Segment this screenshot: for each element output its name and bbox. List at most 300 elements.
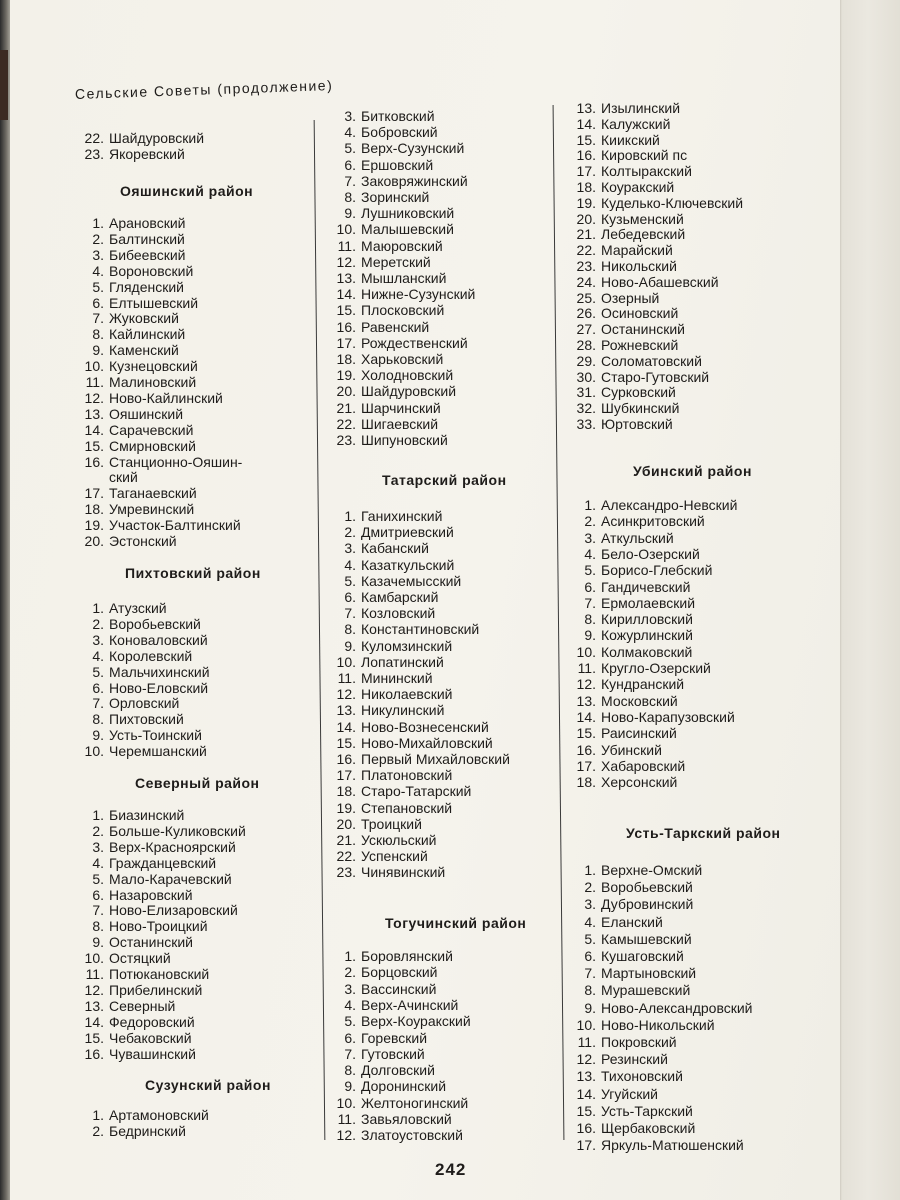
council-name: Ново-Вознесенский <box>361 718 489 735</box>
item-number: 14. <box>84 1013 104 1030</box>
item-number: 6. <box>92 294 104 311</box>
item-number: 17. <box>576 757 596 774</box>
item-number: 1. <box>92 807 104 823</box>
council-list-item <box>568 709 735 725</box>
council-list-item <box>568 896 693 912</box>
council-name: Нижне-Сузунский <box>361 286 476 303</box>
council-name: Борцовский <box>361 964 438 981</box>
council-name: Еланский <box>601 913 663 930</box>
item-number: 3. <box>344 980 356 997</box>
council-list-item <box>330 1030 427 1046</box>
council-list-item <box>80 422 193 438</box>
council-name: Бедринский <box>109 1123 186 1139</box>
council-list-item <box>568 982 690 998</box>
item-number: 15. <box>576 1102 596 1119</box>
council-name: Горевский <box>361 1029 428 1046</box>
council-list-item <box>80 807 184 823</box>
item-number: 15. <box>336 734 356 751</box>
council-list-item <box>330 540 429 556</box>
item-number: 12. <box>84 981 104 998</box>
council-name: Кировский пс <box>601 147 688 164</box>
council-list-item <box>330 335 468 351</box>
council-name: Кузнецовский <box>109 358 198 375</box>
council-name: Назаровский <box>109 886 193 903</box>
item-number: 14. <box>576 115 596 132</box>
column-divider <box>553 105 565 1140</box>
council-list-item <box>568 879 693 895</box>
council-list-item <box>330 319 429 335</box>
council-list-item <box>568 513 705 529</box>
council-list-item <box>330 816 422 832</box>
district-heading: Сузунский район <box>145 1077 271 1093</box>
item-number: 15. <box>84 1029 104 1046</box>
council-list-item <box>80 469 138 485</box>
council-name: Боровлянский <box>361 948 453 964</box>
council-list-item <box>80 743 207 759</box>
item-number: 28. <box>576 337 596 353</box>
page-title: Сельские Советы (продолжение) <box>74 76 334 102</box>
item-number: 22. <box>84 130 104 146</box>
item-number: 21. <box>336 832 356 848</box>
item-number: 18. <box>336 351 356 367</box>
item-number: 30. <box>576 368 596 385</box>
item-number: 13. <box>576 100 596 116</box>
council-name: Калужский <box>601 115 671 132</box>
council-name: Убинский <box>601 741 662 758</box>
item-number: 22. <box>576 242 596 259</box>
item-number: 13. <box>84 997 104 1014</box>
item-number: 9. <box>344 205 356 222</box>
council-list-item <box>568 948 684 964</box>
council-name: Ганихинский <box>361 508 443 524</box>
item-number: 7. <box>92 902 104 919</box>
council-list-item <box>568 290 659 306</box>
council-name: Ново-Абашевский <box>601 273 719 290</box>
council-name: Ново-Троицкий <box>109 918 208 935</box>
council-name: Сурковский <box>601 384 676 401</box>
council-name: Долговский <box>361 1062 435 1079</box>
item-number: 18. <box>576 774 596 791</box>
item-number: 2. <box>92 230 104 247</box>
council-list-item <box>330 173 468 189</box>
council-list-item <box>568 627 693 643</box>
council-list-item <box>330 589 438 605</box>
council-name: Арановский <box>109 215 186 231</box>
item-number: 10. <box>336 1094 356 1111</box>
council-list-item <box>568 1017 715 1033</box>
council-list-item <box>568 914 663 930</box>
council-name: Рожневский <box>601 337 679 353</box>
council-name: Тихоновский <box>601 1068 683 1085</box>
council-list-item <box>80 1046 196 1062</box>
item-number: 5. <box>344 1013 356 1030</box>
council-list-item <box>330 508 442 524</box>
item-number: 8. <box>344 1062 356 1079</box>
item-number: 16. <box>576 147 596 164</box>
item-number: 20. <box>84 533 104 549</box>
item-number: 5. <box>584 562 596 579</box>
council-list-item <box>568 1000 753 1016</box>
council-list-item <box>568 931 692 947</box>
council-name: Плосковский <box>361 302 445 319</box>
item-number: 13. <box>336 702 356 719</box>
council-list-item <box>330 1111 452 1127</box>
council-name: Каменский <box>109 342 179 359</box>
council-list-item <box>568 862 702 878</box>
council-name: Степановский <box>361 799 453 816</box>
council-list-item <box>568 611 693 627</box>
council-name: Верх-Коуракский <box>361 1013 471 1030</box>
council-list-item <box>80 279 184 295</box>
council-list-item <box>568 676 684 692</box>
item-number: 9. <box>584 999 596 1016</box>
council-name: Верх-Красноярский <box>109 838 236 855</box>
item-number: 17. <box>336 334 356 351</box>
council-list-item <box>568 562 712 578</box>
council-name: Бибеевский <box>109 246 186 263</box>
item-number: 11. <box>577 660 596 676</box>
council-name: Кушаговский <box>601 948 684 964</box>
council-name: Воробьевский <box>109 615 201 632</box>
item-number: 2. <box>344 964 356 981</box>
council-name: Шайдуровский <box>361 383 457 400</box>
item-number: 8. <box>92 711 104 728</box>
item-number: 5. <box>584 930 596 947</box>
item-number: 3. <box>584 529 596 546</box>
item-number: 12. <box>336 1127 356 1144</box>
item-number: 1. <box>92 600 104 616</box>
item-number: 6. <box>344 1029 356 1046</box>
council-name: Угуйский <box>601 1085 658 1102</box>
item-number: 4. <box>584 913 596 930</box>
council-list-item <box>330 751 510 767</box>
council-name: Щербаковский <box>601 1120 696 1136</box>
council-name: Коуракский <box>601 179 675 195</box>
item-number: 6. <box>584 578 596 595</box>
council-list-item <box>80 1014 195 1030</box>
council-list-item <box>330 832 437 848</box>
council-name: Чинявинский <box>361 864 446 881</box>
council-name: Холодновский <box>361 367 454 384</box>
council-list-item <box>568 742 662 758</box>
council-list-item <box>80 918 208 934</box>
council-name: Таганаевский <box>109 485 197 502</box>
council-list-item <box>330 573 461 589</box>
item-number: 14. <box>576 1085 596 1102</box>
council-list-item <box>80 695 179 711</box>
council-name: Успенский <box>361 848 428 865</box>
council-name: Троицкий <box>361 815 422 832</box>
council-list-item <box>568 416 673 432</box>
district-heading: Ояшинский район <box>120 183 254 199</box>
item-number: 27. <box>576 321 596 338</box>
council-name: Казачемысский <box>361 572 462 589</box>
council-name: Камышевский <box>601 930 692 947</box>
council-list-item <box>80 295 198 311</box>
item-number: 18. <box>576 179 596 195</box>
item-number: 6. <box>92 679 104 696</box>
council-name: Коноваловский <box>109 631 208 648</box>
council-name: Златоустовский <box>361 1127 463 1144</box>
item-number: 8. <box>344 621 356 638</box>
council-list-item <box>80 950 171 966</box>
council-name: Зоринский <box>361 189 430 205</box>
council-list-item <box>80 342 179 358</box>
council-list-item <box>330 367 453 383</box>
council-list-item <box>330 254 431 270</box>
item-number: 23. <box>336 864 356 881</box>
council-name: Ново-Карапузовский <box>601 708 735 725</box>
council-name: Шипуновский <box>361 432 448 448</box>
item-number: 21. <box>336 399 356 416</box>
council-name: Артамоновский <box>109 1107 209 1123</box>
item-number: 15. <box>576 131 596 148</box>
council-name: Никулинский <box>361 702 445 719</box>
council-name: Останинский <box>109 934 193 951</box>
council-list-item <box>80 454 242 470</box>
council-name: Старо-Гутовский <box>601 368 710 385</box>
council-name: Кожурлинский <box>601 627 693 644</box>
council-name: Елтышевский <box>109 294 199 311</box>
item-number: 19. <box>336 367 356 384</box>
council-list-item <box>80 406 183 422</box>
council-list-item <box>80 727 202 743</box>
council-name: Вороновский <box>109 262 194 279</box>
council-list-item <box>330 1095 468 1111</box>
council-list-item <box>568 305 678 321</box>
council-list-item <box>568 116 670 132</box>
council-name: Маюровский <box>361 237 443 254</box>
council-name: Лопатинский <box>361 653 444 670</box>
council-list-item <box>568 1103 693 1119</box>
council-list-item <box>568 1086 658 1102</box>
item-number: 4. <box>344 124 356 141</box>
item-number: 31. <box>576 384 596 401</box>
council-name: Аткульский <box>601 529 674 546</box>
item-number: 4. <box>92 262 104 279</box>
council-name: Усть-Таркский <box>601 1102 693 1119</box>
council-name: Мурашевский <box>601 982 691 999</box>
item-number: 10. <box>576 643 596 660</box>
council-list-item <box>568 353 702 369</box>
council-name: Доронинский <box>361 1078 447 1095</box>
council-name: Малышевский <box>361 221 454 238</box>
binding-mark <box>0 50 8 120</box>
council-name: Николаевский <box>361 686 453 703</box>
council-name: Платоновский <box>361 767 453 784</box>
council-list-item <box>330 189 429 205</box>
council-name: Шигаевский <box>361 415 439 432</box>
item-number: 17. <box>576 1137 596 1154</box>
council-list-item <box>568 579 690 595</box>
council-list-item <box>80 902 238 918</box>
council-name: Усть-Тоинский <box>109 727 202 744</box>
council-list-item <box>330 948 453 964</box>
item-number: 8. <box>92 326 104 343</box>
council-name: Покровский <box>601 1034 677 1050</box>
item-number: 17. <box>336 767 356 784</box>
council-list-item <box>330 1062 435 1078</box>
council-name: Балтинский <box>109 230 185 247</box>
council-list-item <box>330 719 489 735</box>
council-name: Меретский <box>361 253 431 270</box>
item-number: 15. <box>84 437 104 454</box>
item-number: 11. <box>577 1034 596 1050</box>
council-list-item <box>568 497 737 513</box>
council-name: Ново-Михайловский <box>361 734 493 751</box>
item-number: 1. <box>584 497 596 513</box>
council-list-item <box>568 400 679 416</box>
council-list-item <box>568 595 695 611</box>
council-list-item <box>80 215 185 231</box>
council-name: Кирилловский <box>601 611 693 628</box>
council-name: Мало-Карачевский <box>109 870 232 887</box>
item-number: 3. <box>92 631 104 648</box>
council-name: Мининский <box>361 670 433 686</box>
item-number: 18. <box>84 501 104 518</box>
council-name: Прибелинский <box>109 981 203 998</box>
item-number: 4. <box>92 854 104 871</box>
item-number: 18. <box>336 783 356 800</box>
item-number: 2. <box>92 615 104 632</box>
item-number: 21. <box>576 226 596 243</box>
council-name: Харьковский <box>361 351 444 367</box>
council-name: Дмитриевский <box>361 524 454 541</box>
item-number: 19. <box>336 799 356 816</box>
item-number: 11. <box>337 1111 356 1127</box>
council-name: Мышланский <box>361 270 447 286</box>
council-name: Останинский <box>601 321 685 338</box>
council-name: Ермолаевский <box>601 594 696 611</box>
council-list-item <box>330 205 454 221</box>
council-list-item <box>568 1120 695 1136</box>
council-name: Марайский <box>601 242 673 259</box>
council-list-item <box>568 100 680 116</box>
council-name: Шубкинский <box>601 400 680 417</box>
council-list-item <box>330 605 435 621</box>
council-list-item <box>80 855 216 871</box>
council-name: Соломатовский <box>601 352 702 369</box>
district-heading: Усть-Таркский район <box>626 825 781 841</box>
item-number: 9. <box>584 627 596 644</box>
council-list-item <box>330 670 433 686</box>
council-list-item <box>568 132 660 148</box>
council-list-item <box>568 321 685 337</box>
item-number: 16. <box>576 1120 596 1136</box>
council-name: Черемшанский <box>109 743 207 760</box>
council-name: Умревинский <box>109 501 195 518</box>
council-list-item <box>80 600 167 616</box>
council-list-item <box>80 823 246 839</box>
council-list-item <box>330 1127 463 1143</box>
item-number: 3. <box>344 540 356 557</box>
council-name: Мартыновский <box>601 965 697 982</box>
item-number: 22. <box>336 848 356 865</box>
council-list-item <box>80 998 175 1014</box>
council-name: Станционно-Ояшин- <box>109 453 243 470</box>
item-number: 4. <box>344 996 356 1013</box>
item-number: 1. <box>584 862 596 878</box>
district-heading: Пихтовский район <box>125 565 261 581</box>
item-number: 29. <box>576 352 596 369</box>
council-name: Потюкановский <box>109 966 210 982</box>
item-number: 32. <box>576 400 596 417</box>
item-number: 7. <box>584 965 596 982</box>
council-list-item <box>568 242 673 258</box>
council-name: Верх-Сузунский <box>361 140 465 157</box>
council-list-item <box>330 981 436 997</box>
district-heading: Северный район <box>135 775 260 791</box>
council-name: Кайлинский <box>109 326 186 343</box>
council-list-item <box>80 501 194 517</box>
council-list-item <box>568 1068 683 1084</box>
council-name: Федоровский <box>109 1013 195 1030</box>
council-list-item <box>330 735 493 751</box>
council-name: Шарчинский <box>361 399 441 416</box>
council-list-item <box>330 270 446 286</box>
item-number: 23. <box>336 432 356 448</box>
document-page <box>10 0 840 1200</box>
council-name: Бобровский <box>361 124 438 141</box>
council-list-item <box>330 302 444 318</box>
council-name: Гутовский <box>361 1045 425 1062</box>
item-number: 6. <box>584 948 596 964</box>
item-number: 9. <box>92 342 104 359</box>
council-name: Равенский <box>361 318 430 335</box>
council-name: Резинский <box>601 1051 668 1068</box>
item-number: 6. <box>344 156 356 173</box>
item-number: 4. <box>92 647 104 664</box>
item-number: 7. <box>92 695 104 712</box>
council-name: Озерный <box>601 289 660 306</box>
item-number: 14. <box>336 286 356 303</box>
item-number: 12. <box>576 1051 596 1068</box>
council-list-item <box>568 660 711 676</box>
item-number: 13. <box>84 405 104 422</box>
council-list-item <box>80 982 202 998</box>
council-name: Заковряжинский <box>361 172 468 189</box>
council-list-item <box>80 632 208 648</box>
item-number: 2. <box>92 822 104 839</box>
council-list-item <box>568 226 685 242</box>
page-number: 242 <box>435 1160 467 1179</box>
council-list-item <box>80 680 208 696</box>
item-number: 5. <box>344 140 356 157</box>
council-name: Ершовский <box>361 156 434 173</box>
council-list-item <box>568 147 687 163</box>
council-list-item <box>80 664 210 680</box>
council-list-item <box>330 997 458 1013</box>
item-number: 12. <box>336 686 356 703</box>
item-number: 11. <box>337 237 356 254</box>
council-name: Битковский <box>361 108 435 124</box>
council-list-item <box>330 432 448 448</box>
council-list-item <box>80 146 185 162</box>
item-number: 10. <box>84 950 104 967</box>
council-list-item <box>80 517 241 533</box>
council-list-item <box>330 686 452 702</box>
council-name: Яркуль-Матюшенский <box>601 1137 744 1154</box>
council-list-item <box>568 179 674 195</box>
item-number: 13. <box>336 270 356 286</box>
item-number: 23. <box>84 145 104 162</box>
item-number: 11. <box>85 966 104 982</box>
council-name: Биазинский <box>109 807 185 823</box>
council-list-item <box>80 1107 209 1123</box>
council-list-item <box>80 533 177 549</box>
item-number: 20. <box>336 815 356 832</box>
council-list-item <box>330 621 479 637</box>
